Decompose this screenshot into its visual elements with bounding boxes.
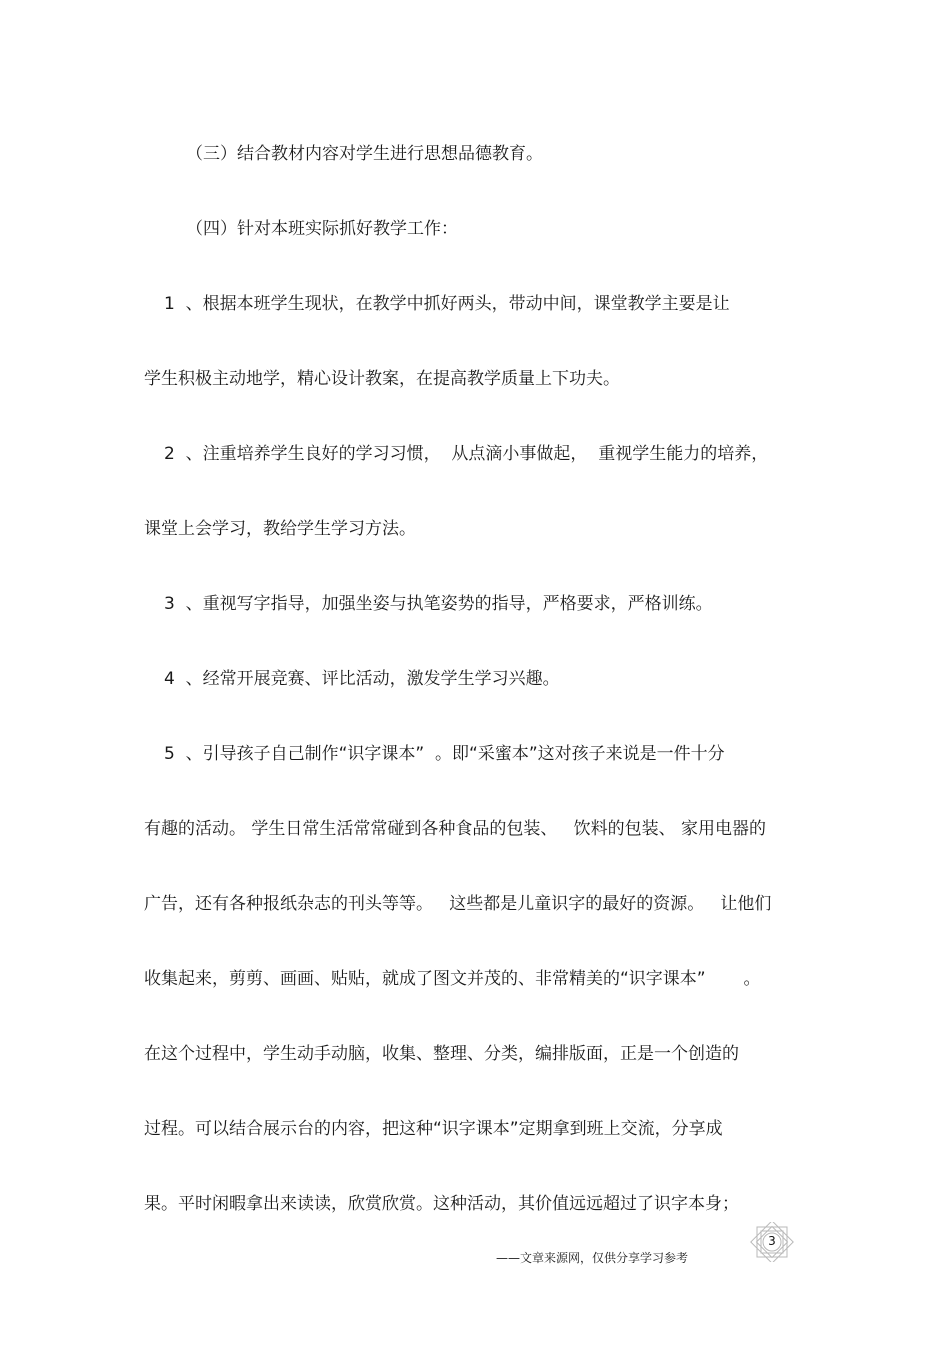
paragraph-line: 果。平时闲暇拿出来读读，欣赏欣赏。这种活动，其价值远远超过了识字本身； — [144, 1194, 739, 1214]
page-number: 3 — [768, 1234, 776, 1248]
paragraph-line: （四）针对本班实际抓好教学工作： — [186, 219, 458, 239]
paragraph-line: 3 、重视写字指导，加强坐姿与执笔姿势的指导，严格要求，严格训练。 — [164, 594, 713, 614]
page-number-badge — [748, 1222, 796, 1262]
paragraph-line: 在这个过程中，学生动手动脑，收集、整理、分类，编排版面，正是一个创造的 — [144, 1044, 739, 1064]
paragraph-line: 5 、引导孩子自己制作“识字课本” 。即“采蜜本”这对孩子来说是一件十分 — [164, 744, 725, 764]
paragraph-line: （三）结合教材内容对学生进行思想品德教育。 — [186, 144, 543, 164]
paragraph-line: 课堂上会学习，教给学生学习方法。 — [144, 519, 416, 539]
paragraph-line: 过程。可以结合展示台的内容，把这种“识字课本”定期拿到班上交流，分享成 — [144, 1119, 723, 1139]
paragraph-line: 有趣的活动。 学生日常生活常常碰到各种食品的包装、 饮料的包装、 家用电器的 — [144, 819, 767, 839]
paragraph-line: 4 、经常开展竞赛、评比活动，激发学生学习兴趣。 — [164, 669, 560, 689]
paragraph-line: 广告，还有各种报纸杂志的刊头等等。 这些都是儿童识字的最好的资源。 让他们 — [144, 894, 772, 914]
paragraph-line: 学生积极主动地学，精心设计教案，在提高教学质量上下功夫。 — [144, 369, 620, 389]
paragraph-line: 1 、根据本班学生现状，在教学中抓好两头，带动中间，课堂教学主要是让 — [164, 294, 730, 314]
paragraph-line: 2 、注重培养学生良好的学习习惯， 从点滴小事做起， 重视学生能力的培养， — [164, 444, 769, 464]
paragraph-line: 收集起来，剪剪、画画、贴贴，就成了图文并茂的、非常精美的“识字课本” 。 — [144, 969, 761, 989]
footer-source-note: ——文章来源网，仅供分享学习参考 — [496, 1251, 689, 1265]
